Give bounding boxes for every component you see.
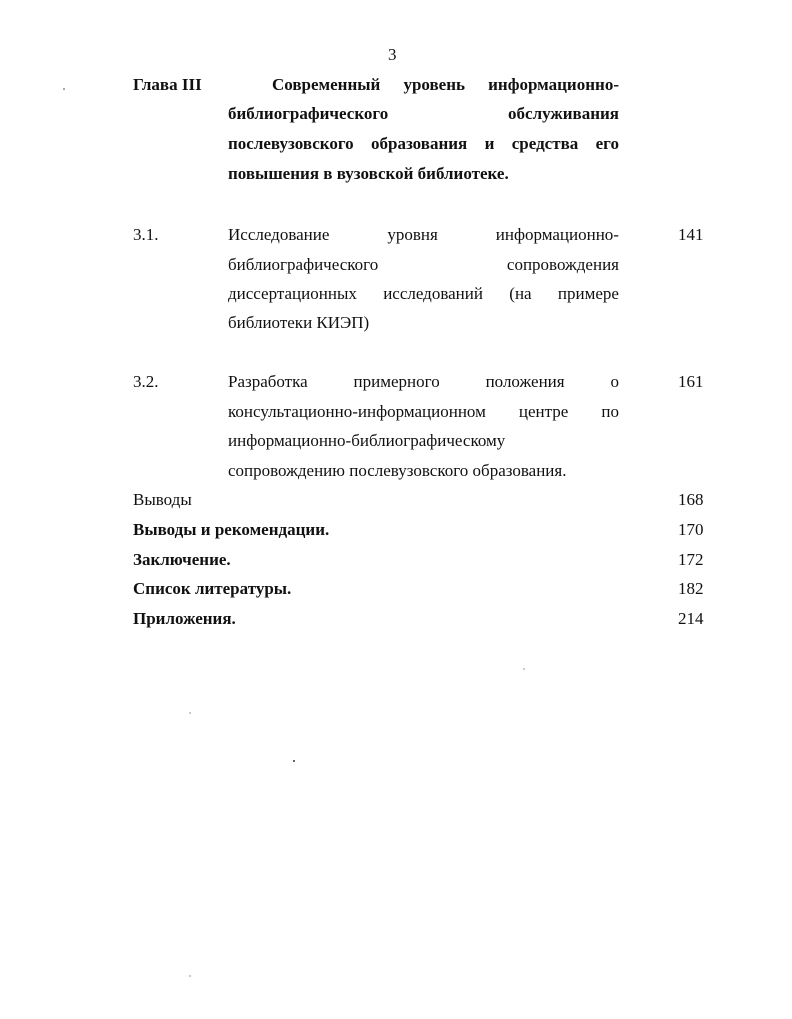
entry-label: Список литературы. bbox=[133, 579, 292, 598]
entry-page: 170 bbox=[678, 520, 704, 539]
word: центре bbox=[518, 402, 569, 421]
section-page: 141 bbox=[678, 225, 704, 244]
word: образования bbox=[371, 134, 468, 153]
word: его bbox=[595, 134, 619, 153]
chapter-title-line-3 bbox=[228, 134, 619, 154]
word: диссертационных bbox=[228, 284, 357, 303]
word: уровень bbox=[403, 75, 465, 94]
word: библиографического bbox=[228, 255, 379, 274]
section-number: 3.2. bbox=[133, 372, 159, 391]
section-title-line-1 bbox=[228, 372, 619, 392]
word: уровня bbox=[387, 225, 438, 244]
word: Разработка bbox=[228, 372, 308, 391]
word: исследований bbox=[383, 284, 483, 303]
entry-label: Выводы bbox=[133, 490, 192, 509]
section-title-line-1 bbox=[228, 225, 619, 245]
section-title-line-2 bbox=[228, 255, 619, 275]
chapter-title-line-4: повышения в вузовской библиотеке. bbox=[228, 164, 509, 183]
entry-page: 168 bbox=[678, 490, 704, 509]
word: консультационно-информационном bbox=[228, 402, 486, 421]
entry-page: 214 bbox=[678, 609, 704, 628]
word: по bbox=[601, 402, 619, 421]
word: положения bbox=[485, 372, 565, 391]
page-number: 3 bbox=[388, 45, 397, 64]
word: послевузовского bbox=[228, 134, 354, 153]
entry-page: 172 bbox=[678, 550, 704, 569]
word: примере bbox=[557, 284, 619, 303]
section-title-line-4: библиотеки КИЭП) bbox=[228, 313, 370, 332]
word: Современный bbox=[272, 75, 381, 94]
section-title-line-3 bbox=[228, 284, 619, 304]
word: сопровождения bbox=[506, 255, 619, 274]
section-title-line-3: информационно-библиографическому bbox=[228, 431, 506, 450]
entry-label: Приложения. bbox=[133, 609, 236, 628]
entry-label: Выводы и рекомендации. bbox=[133, 520, 330, 539]
chapter-title-line-1 bbox=[272, 75, 619, 95]
chapter-title-line-2 bbox=[228, 104, 619, 124]
word: Исследование bbox=[228, 225, 330, 244]
section-number: 3.1. bbox=[133, 225, 159, 244]
word: информационно- bbox=[495, 225, 619, 244]
section-title-line-2 bbox=[228, 402, 619, 422]
entry-page: 182 bbox=[678, 579, 704, 598]
word: и bbox=[484, 134, 495, 153]
word: примерного bbox=[353, 372, 440, 391]
scan-speck bbox=[293, 760, 295, 762]
entry-label: Заключение. bbox=[133, 550, 231, 569]
scan-speck bbox=[189, 975, 191, 977]
word: о bbox=[610, 372, 619, 391]
word: обслуживания bbox=[508, 104, 619, 123]
word: информационно- bbox=[488, 75, 619, 94]
word: средства bbox=[511, 134, 579, 153]
scan-speck bbox=[523, 668, 525, 670]
scan-speck bbox=[189, 712, 191, 714]
word: библиографического bbox=[228, 104, 389, 123]
chapter-label: Глава III bbox=[133, 75, 202, 94]
section-page: 161 bbox=[678, 372, 704, 391]
section-title-line-4: сопровождению послевузовского образования. bbox=[228, 461, 567, 480]
scan-speck bbox=[63, 88, 65, 90]
word: (на bbox=[509, 284, 532, 303]
